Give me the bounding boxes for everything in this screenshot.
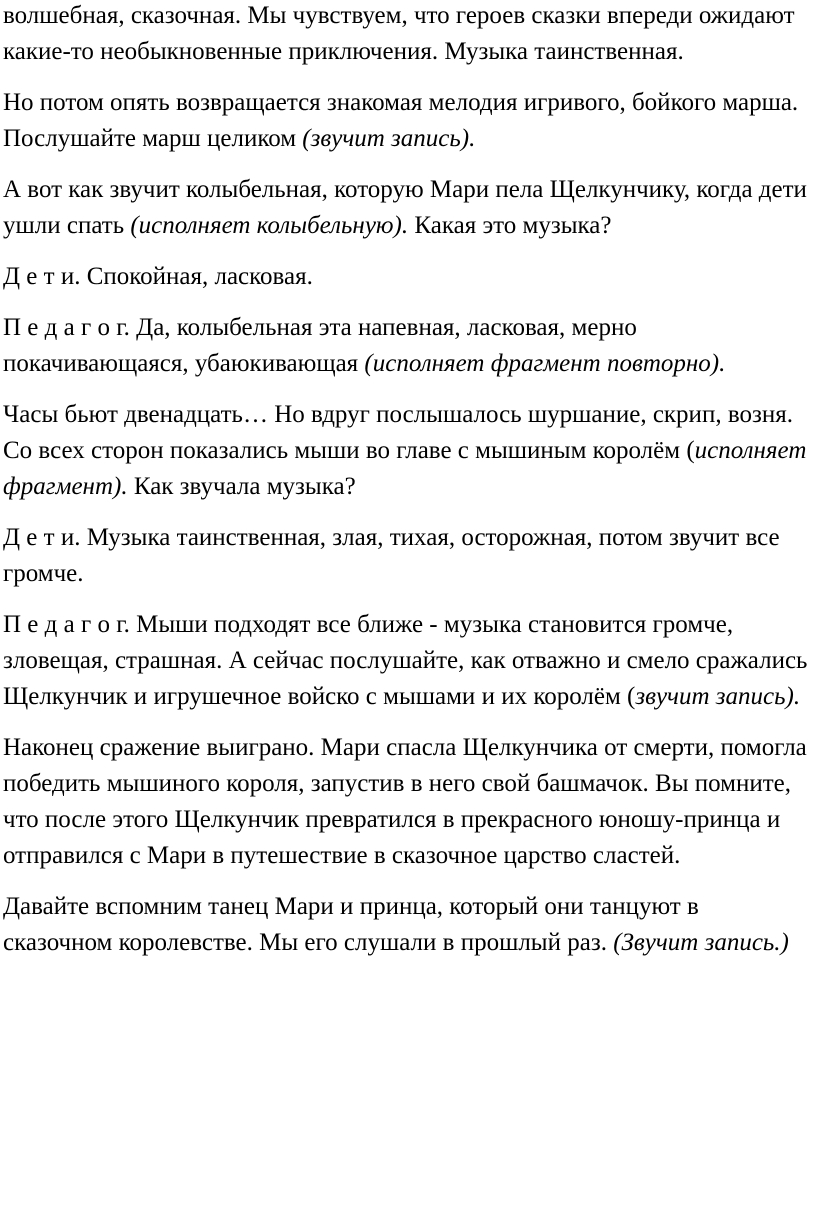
text-segment: А вот как звучит колыбельная, которую Мари пела Щелкунчику, когда дети ушли спать: [3, 176, 807, 239]
paragraph-3: [3, 172, 813, 244]
text-segment: волшебная, сказочная. Мы чувствуем, что героев сказки впереди ожидают какие-то необыкновенные приключения. Музыка таинственная.: [3, 2, 795, 65]
text-segment: Д е т и. Музыка таинственная, злая, тихая, осторожная, потом звучит все громче.: [3, 524, 780, 587]
text-segment: П е д а г о г. Да, колыбельная эта напевная, ласковая, мерно покачивающаяся, убаюкивающая: [3, 314, 637, 377]
paragraph-1: [3, 0, 813, 70]
paragraph-8: [3, 607, 813, 715]
stage-direction: (исполняет колыбельную).: [130, 212, 409, 239]
document-page: [3, 0, 813, 976]
paragraph-10: [3, 889, 813, 961]
text-segment: Д е т и. Спокойная, ласковая.: [3, 263, 313, 290]
text-segment: Давайте вспомним танец Мари и принца, который они танцуют в сказочном королевстве. Мы его слушали в прошлый раз.: [3, 893, 699, 956]
paragraph-9: [3, 730, 813, 874]
stage-direction: (звучит запись).: [302, 125, 476, 152]
paragraph-2: [3, 85, 813, 157]
text-segment: Часы бьют двенадцать… Но вдруг послышалось шуршание, скрип, возня. Со всех сторон показались мыши во главе с мышиным королём (: [3, 401, 793, 464]
stage-direction: (Звучит запись.): [613, 929, 789, 956]
paragraph-7: [3, 520, 813, 592]
stage-direction: звучит запись).: [635, 683, 801, 710]
text-segment: Как звучала музыка?: [127, 473, 356, 500]
stage-direction: исполняет фрагмент).: [3, 437, 807, 500]
paragraph-4: [3, 259, 813, 295]
text-segment: Но потом опять возвращается знакомая мелодия игривого, бойкого марша. Послушайте марш целиком: [3, 89, 799, 152]
stage-direction: (исполняет фрагмент повторно).: [364, 350, 726, 377]
text-segment: П е д а г о г. Мыши подходят все ближе - музыка становится громче, зловещая, страшная. А сейчас послушайте, как отважно и смело сражались Щелкунчик и игрушечное войско с мышами и их королём (: [3, 611, 808, 710]
paragraph-5: [3, 310, 813, 382]
paragraph-6: [3, 397, 813, 505]
text-segment: Наконец сражение выиграно. Мари спасла Щелкунчика от смерти, помогла победить мышиного короля, запустив в него свой башмачок. Вы помните, что после этого Щелкунчик превратился в прекрасного юношу-принца и отправился с Мари в путешествие в сказочное царство сластей.: [3, 734, 807, 869]
text-segment: Какая это музыка?: [408, 212, 612, 239]
